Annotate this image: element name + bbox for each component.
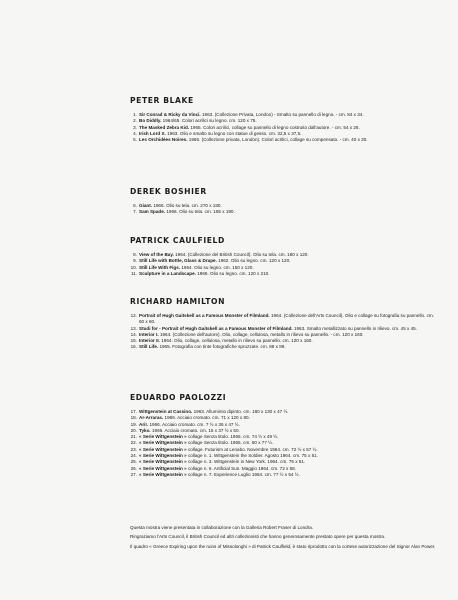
- work-title: Still Life.: [139, 344, 159, 350]
- work-title: Ar-Arraras.: [139, 415, 164, 421]
- work-description: 1962. Olio su legno. cm. 120 x 120.: [218, 258, 291, 264]
- work-description: collage n. 6. Artificial Sun. Maggio 1964. cm. 72 x 58.: [187, 465, 296, 471]
- item-number: 12.: [130, 313, 137, 318]
- item-number: 15.: [130, 338, 137, 344]
- work-title: « Serie Wittgenstein »: [139, 459, 187, 465]
- works-list: [130, 313, 440, 351]
- work-title: Still Life With Figs.: [139, 264, 181, 270]
- list-item: [130, 472, 440, 478]
- work-title: Irish Lord X.: [139, 130, 166, 136]
- work-title: The Masked Zebra Kid.: [139, 124, 190, 130]
- work-title: « Serie Wittgenstein »: [139, 453, 187, 459]
- item-number: 17.: [130, 409, 137, 414]
- work-title: Ari!.: [139, 421, 149, 427]
- artist-name: PATRICK CAULFIELD: [130, 236, 225, 245]
- item-number: 7.: [133, 209, 137, 215]
- item-number: 23.: [130, 446, 137, 452]
- work-description: 1964. Olio, collage, cellulosa, metallo in rilievo su pannello. cm. 120 x 160.: [161, 338, 313, 344]
- item-number: 2.: [133, 118, 137, 124]
- work-description: 1966. Olio su tela. cm. 165 x 190.: [166, 209, 235, 215]
- work-title: « Serie Wittgenstein »: [139, 465, 187, 471]
- work-description: 1964. (Collezione dell'Arts Council). Olio e collage su fotografia su pannello. cm. 60 x 60.: [139, 313, 434, 325]
- work-description: 1964/65. Colori acrilici su legno. cm. 120 x 75.: [162, 118, 257, 124]
- item-number: 11.: [130, 270, 137, 276]
- work-description: 1963. Olio e smalto su legno con statue di gesso. cm. 32,5 x 37,5.: [167, 130, 302, 136]
- list-item: [130, 344, 440, 350]
- list-item: [130, 137, 440, 143]
- work-description: collage Senza titolo. 1965. cm. 60 x 77 ½.: [187, 440, 274, 446]
- artist-name: RICHARD HAMILTON: [130, 297, 226, 306]
- item-number: 25.: [130, 459, 137, 465]
- item-number: 14.: [130, 331, 137, 337]
- item-number: 1.: [133, 112, 137, 117]
- credits-footer: [130, 525, 440, 553]
- work-description: collage n. 1. Wittgenstein the Soldier. Agosto 1964. cm. 75 x 51.: [187, 453, 318, 459]
- work-title: Still Life with Bottle, Glass & Drape.: [139, 258, 217, 264]
- item-number: 19.: [130, 421, 137, 427]
- works-list: [130, 203, 440, 216]
- work-description: 1965. Colori acrilici, collage su pannello di legno costruito dall'autore. - cm. 54 x 26.: [190, 124, 360, 130]
- work-title: Interior I.: [139, 331, 159, 337]
- works-list: [130, 409, 440, 478]
- work-description: 1963. Smalto metallizzato su pannello in rilievo. cm. 45 x 45.: [293, 325, 418, 331]
- works-list: [130, 252, 440, 277]
- work-title: Sculpture in a Landscape.: [139, 270, 196, 276]
- work-title: Portrait of Hugh Gaitskell as a Famous Monster of Filmland.: [139, 313, 270, 318]
- artist-section-blake: [130, 96, 440, 143]
- work-title: Bo Diddly.: [139, 118, 162, 124]
- work-title: Giant.: [139, 203, 153, 208]
- item-number: 6.: [133, 203, 137, 208]
- item-number: 26.: [130, 465, 137, 471]
- work-description: 1966. Acciaio cromato. cm. 15 x 37 ½ x 50.: [151, 427, 240, 433]
- list-item: [130, 313, 440, 326]
- work-description: 1963. (Collezione Privata, London) - Smalto su pannello di legno. - cm. 84 x 34.: [201, 112, 364, 117]
- work-title: Sir Conrad & Ricky da Vinci.: [139, 112, 201, 117]
- work-description: collage n. 3. Wittgenstein in New York. 1964. cm. 75 x 51.: [187, 459, 306, 465]
- credits-paragraph: Ringraziamo l'Arts Council, il British Council ed altri collezionisti che hanno generosamente prestato opere per questa mostra.: [130, 534, 386, 540]
- work-description: 1966. Acciaio cromato. cm. 7 ½ x 36 x 47 ½.: [149, 421, 240, 427]
- work-title: Tyko.: [139, 427, 151, 433]
- artist-section-hamilton: [130, 297, 440, 351]
- credits-paragraph: Questa mostra viene presentata in collaborazione con la Galleria Robert Fraser di Londra.: [130, 525, 314, 530]
- item-number: 20.: [130, 427, 137, 433]
- item-number: 3.: [133, 124, 137, 130]
- item-number: 4.: [133, 130, 137, 136]
- artist-name: EDUARDO PAOLOZZI: [130, 393, 227, 402]
- work-title: « Serie Wittgenstein »: [139, 446, 187, 452]
- item-number: 22.: [130, 440, 137, 446]
- work-description: 1966. Acciaio cromato. cm. 71 x 120 x 80.: [164, 415, 250, 421]
- item-number: 16.: [130, 344, 137, 350]
- credits-paragraph: Il quadro « Greece Expiring upon the ruins of Missolonghi » di Patrick Caulfield, è stato riprodotto con la cortese autorizzazione del Signor Alan Power.: [130, 543, 436, 549]
- artist-name: PETER BLAKE: [130, 96, 194, 105]
- artist-section-paolozzi: [130, 393, 440, 478]
- work-title: « Serie Wittgenstein »: [139, 440, 187, 446]
- work-title: Sam Spade.: [139, 209, 166, 215]
- work-title: Les Orchidées Noires.: [139, 137, 188, 143]
- work-description: collage Senza titolo. 1965. cm. 74 ½ x 49 ½.: [187, 434, 279, 440]
- work-description: collage n. 7. Experience Luglio 1964. cm. 77 ½ x 54 ½.: [187, 471, 300, 477]
- item-number: 8.: [133, 252, 137, 257]
- artist-section-boshier: [130, 187, 440, 216]
- work-description: 1964. Olio su legno. cm. 150 x 120.: [181, 264, 254, 270]
- item-number: 9.: [133, 258, 137, 264]
- item-number: 10.: [130, 264, 137, 270]
- artist-name: DEREK BOSHIER: [130, 187, 207, 196]
- item-number: 27.: [130, 471, 137, 477]
- work-title: Studi for - Portrait of Hugh Gaitskell as a Famous Monster of Filmland.: [139, 325, 293, 331]
- work-title: Interior II.: [139, 338, 160, 344]
- work-description: 1965. Fotografia con tinte fotografiche spruzzate. cm. 88 x 89.: [159, 344, 286, 350]
- item-number: 18.: [130, 415, 137, 421]
- list-item: [130, 271, 440, 277]
- artist-section-caulfield: [130, 236, 440, 277]
- work-description: 1964. (Collezione dell'autore). Olio, collage, cellulosa, metallo in rilievo su pannello. - cm. 120 x 160.: [159, 331, 364, 337]
- work-title: View of the Bay.: [139, 252, 174, 257]
- work-description: 1966. Olio su legno. cm. 120 x 210.: [197, 270, 270, 276]
- work-title: Wittgenstein at Cassino.: [139, 409, 193, 414]
- item-number: 13.: [130, 325, 137, 331]
- item-number: 5.: [133, 137, 137, 143]
- work-description: 1965. (Collezione privata, London). Colori acrilici, collage su compensato. - cm. 40 x 30.: [188, 137, 368, 143]
- work-title: « Serie Wittgenstein »: [139, 434, 187, 440]
- work-description: 1963. Allumimio dipinto. cm. 180 x 130 x 47 ½.: [193, 409, 289, 414]
- works-list: [130, 112, 440, 143]
- work-description: collage. Futurism at Lenabo. Novembre 1964. cm. 72 ½ x 57 ½.: [187, 446, 318, 452]
- list-item: [130, 209, 440, 215]
- item-number: 24.: [130, 453, 137, 459]
- work-description: 1966. Olio su tela. cm. 270 x 180.: [153, 203, 222, 208]
- work-description: 1964. (Collezione del British Council). Olio su tela. cm. 180 x 120.: [175, 252, 309, 257]
- work-title: « Serie Wittgenstein »: [139, 471, 187, 477]
- item-number: 21.: [130, 434, 137, 440]
